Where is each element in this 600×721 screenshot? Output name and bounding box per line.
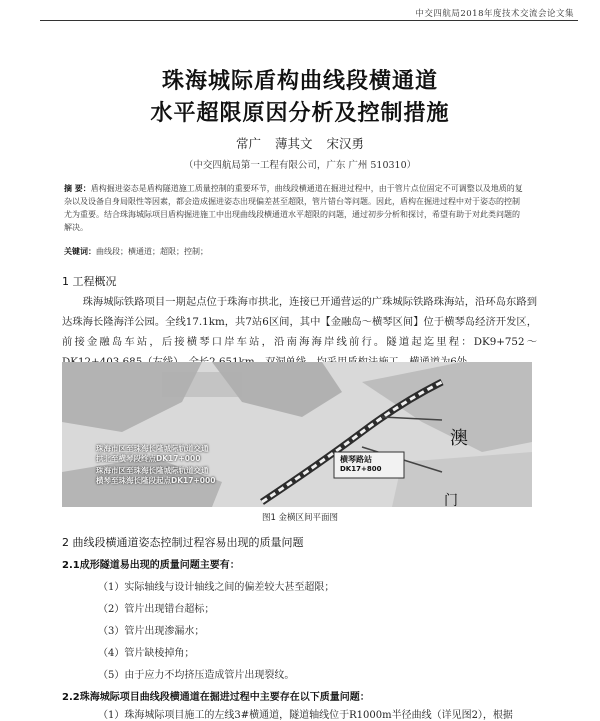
list-item: （1）实际轴线与设计轴线之间的偏差较大甚至超限； xyxy=(98,582,335,593)
section-1-body xyxy=(62,292,537,372)
map-label-a-line1: 珠海市区至珠海长隆城际轨道交通 xyxy=(96,444,209,453)
route-map-figure xyxy=(62,362,532,507)
map-label-a xyxy=(96,444,209,464)
affiliation: （中交四航局第一工程有限公司，广东 广州 510310） xyxy=(183,160,417,171)
map-label-b-line1: 珠海市区至珠海长隆城际轨道交通 xyxy=(96,466,209,475)
keywords-text: 曲线段；横通道；超限；控制； xyxy=(96,247,208,256)
section-heading-1: 1 工程概况 xyxy=(62,275,117,288)
map-label-b xyxy=(96,466,215,486)
figure-caption: 图1 金横区间平面图 xyxy=(261,513,339,523)
abstract xyxy=(64,182,526,234)
abstract-text: 盾构掘进姿态是盾构隧道施工质量控制的重要环节，曲线段横通道在掘进过程中，由于管片点位固定不可调整以及地质的复杂以及设备自身局限性等因素，都会造成掘进姿态出现偏差甚至超限，管片错台等问题。因此，盾构在掘进过程中对于姿态的控制尤为重要。结合珠海城际项目盾构掘进施工中出现曲线段横通道水平超限的问题，通过初步分析和探讨，希望有助于对此类问题的解决。 xyxy=(64,184,523,232)
keywords-label: 关键词： xyxy=(64,247,96,256)
paper-title-line1: 珠海城际盾构曲线段横通道 xyxy=(161,69,438,94)
map-label-a-line2: 拱北至横琴段终点DK17+000 xyxy=(96,454,201,463)
authors: 常广 薄其文 宋汉勇 xyxy=(236,136,364,151)
abstract-label: 摘 要： xyxy=(64,184,91,193)
running-head: 中交四航局2018年度技术交流会论文集 xyxy=(415,9,574,19)
subsection-2-2: 2.2珠海城际项目曲线段横通道在掘进过程中主要存在以下质量问题： xyxy=(62,692,370,703)
list-item: （1）珠海城际项目施工的左线3#横通道，隧道轴线位于R1000m半径曲线（详见图2），根据 xyxy=(98,710,513,721)
list-item: （5）由于应力不均挤压造成管片出现裂纹。 xyxy=(98,670,295,681)
map-label-chainage: DK17+800 xyxy=(340,465,382,473)
header-rule xyxy=(40,20,578,21)
list-item: （4）管片缺棱掉角； xyxy=(98,648,195,659)
map-label-b-line2: 横琴至珠海长隆段起点DK17+000 xyxy=(96,476,216,485)
map-label-macau-1: 澳 xyxy=(450,428,468,449)
subsection-2-1: 2.1成形隧道易出现的质量问题主要有： xyxy=(62,560,240,571)
section-heading-2: 2 曲线段横通道姿态控制过程容易出现的质量问题 xyxy=(62,536,304,549)
list-item: （3）管片出现渗漏水； xyxy=(98,626,205,637)
map-label-macau-2: 门 xyxy=(444,493,458,507)
map-label-station: 横琴路站 xyxy=(340,455,372,464)
paper-title-line2: 水平超限原因分析及控制措施 xyxy=(150,101,450,126)
list-item: （2）管片出现错台超标； xyxy=(98,604,215,615)
section-1-paragraph: 珠海城际铁路项目一期起点位于珠海市拱北，连接已开通营运的广珠城际铁路珠海站，沿环岛东路到达珠海长隆海洋公园。全线17.1km，共7站6区间，其中【金融岛～横琴区间】位于横琴岛经济开发区，前接金融岛车站，后接横琴口岸车站，沿南海海岸线前行。隧道起迄里程：DK9+752～ xyxy=(62,296,537,348)
keywords xyxy=(64,246,208,257)
